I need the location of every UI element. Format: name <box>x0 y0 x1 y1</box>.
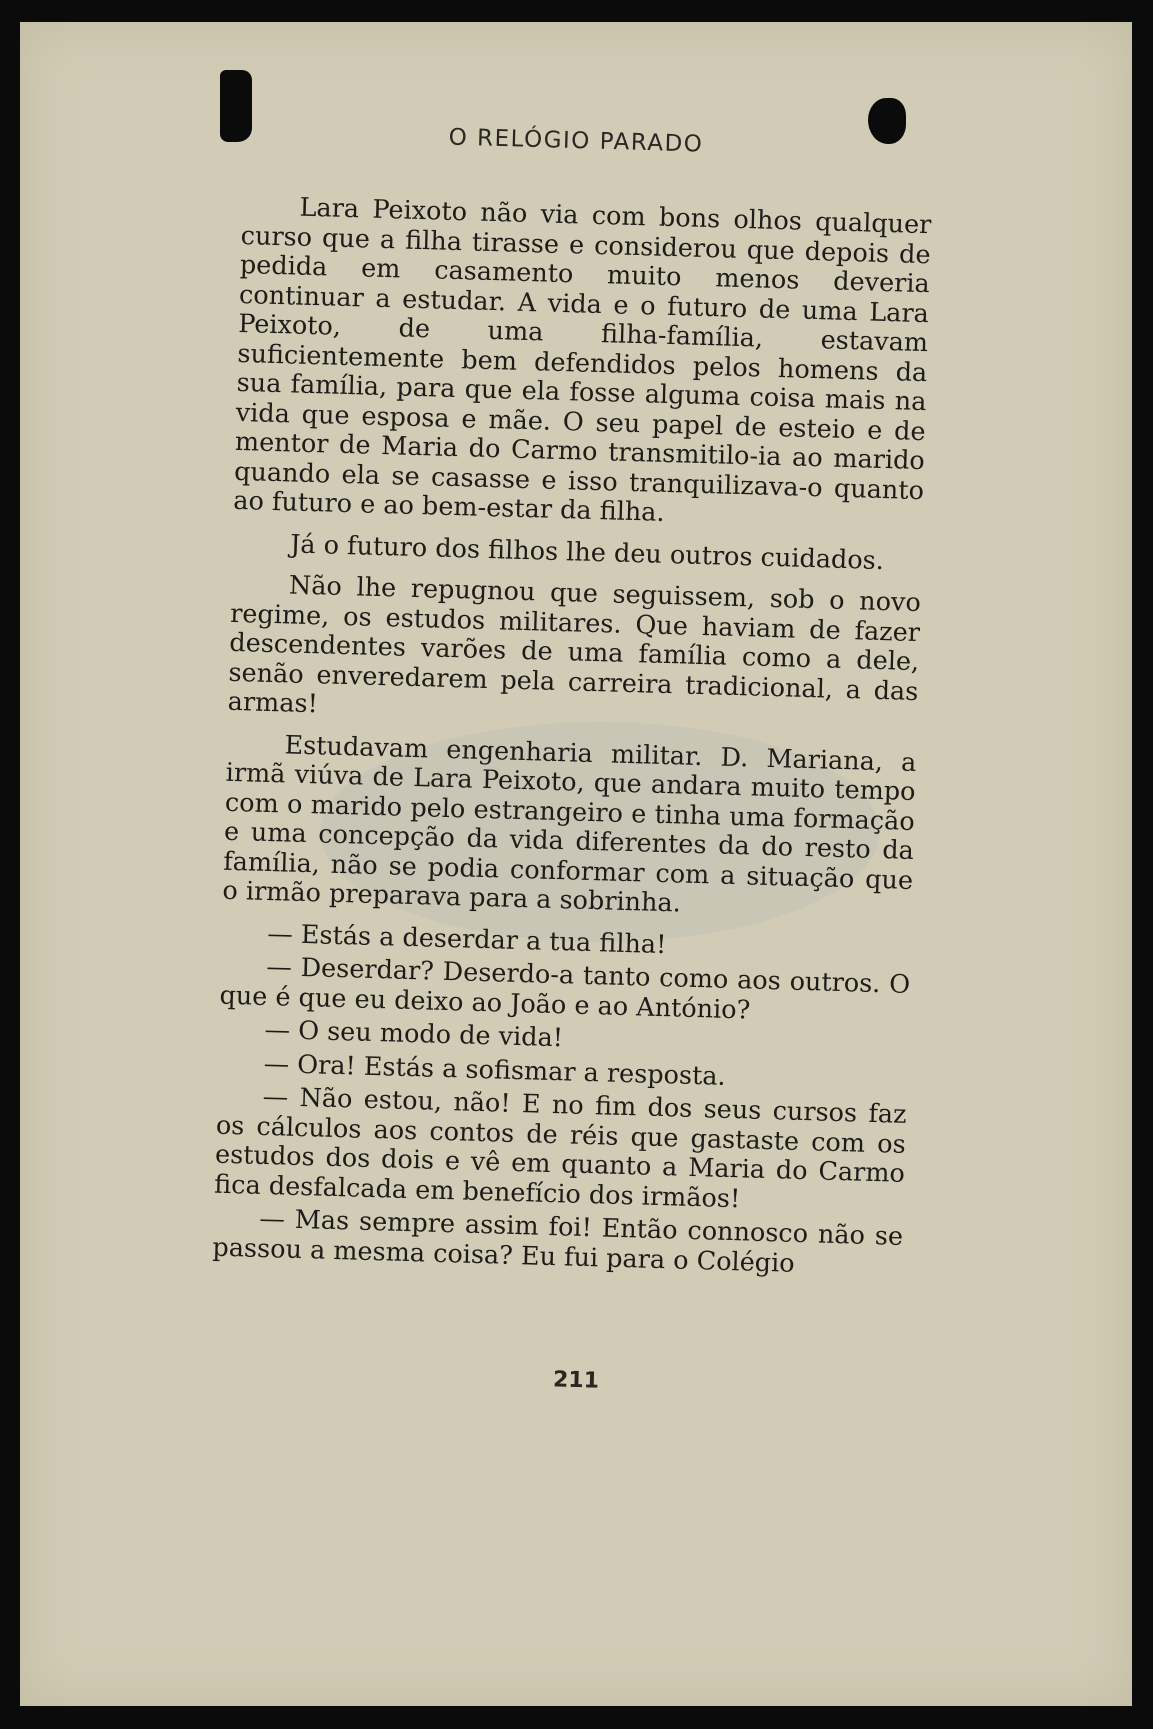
dialog-line: — Ora! Estás a sofismar a resposta. <box>263 1048 727 1092</box>
paragraph: Não lhe repugnou que seguissem, sob o novo regime, os estudos militares. Que haviam de fazer descendentes varões de uma família como a dele, senão enveredarem pela carreira tradicional, a das armas! <box>227 570 922 720</box>
dialog-line: — Mas sempre assim foi! Então connosco não se passou a mesma coisa? Eu fui para o Colégio <box>212 1203 904 1279</box>
dialog-line: — Deserdar? Deserdo-a tanto como aos outros. O que é que eu deixo ao João e ao António? <box>219 951 911 1026</box>
body-text <box>212 192 932 1286</box>
dialog-line: — Estás a deserdar a tua filha! <box>266 918 667 960</box>
paragraph: Já o futuro dos filhos lhe deu outros cuidados. <box>289 528 885 576</box>
dialog-line: — Não estou, não! E no fim dos seus cursos faz os cálculos aos contos de réis que gastaste com os estudos dos dois e vê em quanto a Maria do Carmo fica desfalcada em benefício dos irmãos! <box>213 1081 907 1214</box>
page-number: 211 <box>552 1367 600 1394</box>
paragraph: Estudavam engenharia militar. D. Mariana, a irmã viúva de Lara Peixoto, que andara muito tempo com o marido pelo estrangeiro e tinha uma formação e uma concepção da vida diferentes da do resto da família, não se podia conformar com a situação que o irmão preparava para a sobrinha. <box>222 729 917 919</box>
running-header: O RELÓGIO PARADO <box>448 124 704 158</box>
dialog-line: — O seu modo de vida! <box>264 1014 564 1054</box>
book-page <box>20 22 1132 1706</box>
paragraph: Lara Peixoto não via com bons olhos qualquer curso que a filha tirasse e considerou que depois de pedida em casamento muito menos deveria continuar a estudar. A vida e o futuro de uma Lara Peixoto, de uma filha-família, estavam suficientemente bem defendidos pelos homens da sua família, para que ela fosse alguma coisa mais na vida que esposa e mãe. O seu papel de esteio e de mentor de Maria do Carmo transmitilo-ia ao marido quando ela se casasse e isso tranquilizava-o quanto ao futuro e ao bem-estar da filha. <box>232 192 932 528</box>
